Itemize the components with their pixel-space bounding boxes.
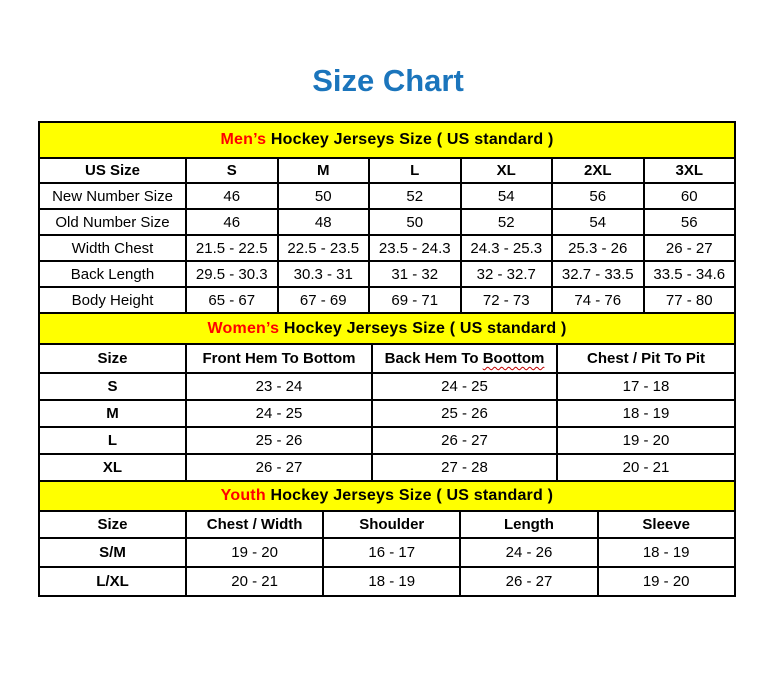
- size-cell: 52: [369, 183, 461, 209]
- size-cell: 32 - 32.7: [461, 261, 553, 287]
- womens-banner-text: Hockey Jerseys Size ( US standard ): [279, 319, 567, 337]
- mens-table-row: [39, 209, 735, 235]
- youth-column-header: Size: [39, 511, 186, 538]
- row-label: L: [39, 427, 186, 454]
- womens-column-header: Front Hem To Bottom: [186, 344, 372, 373]
- size-cell: 24.3 - 25.3: [461, 235, 553, 261]
- size-cell: 17 - 18: [557, 373, 735, 400]
- mens-table-row: [39, 235, 735, 261]
- size-cell: 26 - 27: [372, 427, 557, 454]
- size-cell: 25 - 26: [186, 427, 372, 454]
- page-title: Size Chart: [312, 63, 464, 98]
- size-cell: 31 - 32: [369, 261, 461, 287]
- womens-table-row: [39, 454, 735, 481]
- womens-header-row: [39, 344, 735, 373]
- size-cell: 60: [644, 183, 736, 209]
- womens-column-header: Chest / Pit To Pit: [557, 344, 735, 373]
- size-cell: 33.5 - 34.6: [644, 261, 736, 287]
- youth-column-header: Shoulder: [323, 511, 460, 538]
- misspelled-word: Boottom: [482, 350, 545, 368]
- size-tables-container: [38, 121, 734, 597]
- womens-table-row: [39, 373, 735, 400]
- size-cell: 19 - 20: [598, 567, 735, 596]
- size-cell: 56: [552, 183, 644, 209]
- size-cell: 50: [369, 209, 461, 235]
- youth-header-row: [39, 511, 735, 538]
- size-cell: 24 - 25: [372, 373, 557, 400]
- size-cell: 24 - 26: [460, 538, 597, 567]
- size-cell: 25.3 - 26: [552, 235, 644, 261]
- youth-column-header: Chest / Width: [186, 511, 323, 538]
- size-cell: 18 - 19: [598, 538, 735, 567]
- header-text: Back Hem To: [384, 350, 483, 368]
- size-cell: 26 - 27: [644, 235, 736, 261]
- womens-column-header: Size: [39, 344, 186, 373]
- size-cell: 16 - 17: [323, 538, 460, 567]
- youth-column-header: Sleeve: [598, 511, 735, 538]
- size-cell: 29.5 - 30.3: [186, 261, 278, 287]
- size-cell: 54: [552, 209, 644, 235]
- size-cell: 48: [278, 209, 370, 235]
- mens-size-table: [38, 121, 736, 314]
- row-label: L/XL: [39, 567, 186, 596]
- youth-column-header: Length: [460, 511, 597, 538]
- size-cell: 27 - 28: [372, 454, 557, 481]
- row-label: Old Number Size: [39, 209, 186, 235]
- size-cell: 46: [186, 209, 278, 235]
- row-label: S/M: [39, 538, 186, 567]
- mens-column-header: 3XL: [644, 158, 736, 183]
- youth-banner-row: [39, 481, 735, 511]
- mens-banner-text: Hockey Jerseys Size ( US standard ): [266, 131, 554, 149]
- size-cell: 21.5 - 22.5: [186, 235, 278, 261]
- size-cell: 19 - 20: [557, 427, 735, 454]
- row-label: New Number Size: [39, 183, 186, 209]
- size-cell: 30.3 - 31: [278, 261, 370, 287]
- mens-table-row: [39, 287, 735, 313]
- womens-table-row: [39, 427, 735, 454]
- womens-banner-row: [39, 313, 735, 344]
- row-label: M: [39, 400, 186, 427]
- size-cell: 25 - 26: [372, 400, 557, 427]
- row-label: Width Chest: [39, 235, 186, 261]
- mens-banner-highlight: Men’s: [220, 131, 267, 149]
- womens-size-table: [38, 312, 736, 482]
- mens-table-row: [39, 261, 735, 287]
- row-label: Body Height: [39, 287, 186, 313]
- size-cell: 77 - 80: [644, 287, 736, 313]
- mens-column-header: S: [186, 158, 278, 183]
- size-cell: 23 - 24: [186, 373, 372, 400]
- youth-banner-text: Hockey Jerseys Size ( US standard ): [265, 487, 554, 505]
- size-cell: 52: [461, 209, 553, 235]
- youth-banner: [39, 481, 735, 511]
- mens-column-header: 2XL: [552, 158, 644, 183]
- size-cell: 18 - 19: [323, 567, 460, 596]
- size-cell: 46: [186, 183, 278, 209]
- size-cell: 18 - 19: [557, 400, 735, 427]
- size-cell: 32.7 - 33.5: [552, 261, 644, 287]
- size-cell: 26 - 27: [460, 567, 597, 596]
- womens-table-row: [39, 400, 735, 427]
- size-cell: 19 - 20: [186, 538, 323, 567]
- youth-table-row: [39, 538, 735, 567]
- womens-banner: [39, 313, 735, 344]
- youth-size-table: [38, 480, 736, 597]
- womens-column-header: [372, 344, 557, 373]
- mens-header-row: [39, 158, 735, 183]
- mens-column-header: XL: [461, 158, 553, 183]
- size-cell: 20 - 21: [557, 454, 735, 481]
- mens-banner-row: [39, 122, 735, 158]
- mens-column-header: L: [369, 158, 461, 183]
- mens-column-header: US Size: [39, 158, 186, 183]
- size-cell: 23.5 - 24.3: [369, 235, 461, 261]
- youth-table-row: [39, 567, 735, 596]
- womens-banner-highlight: Women’s: [207, 319, 280, 337]
- size-cell: 50: [278, 183, 370, 209]
- mens-column-header: M: [278, 158, 370, 183]
- size-cell: 20 - 21: [186, 567, 323, 596]
- youth-banner-highlight: Youth: [220, 487, 266, 505]
- size-cell: 26 - 27: [186, 454, 372, 481]
- row-label: XL: [39, 454, 186, 481]
- size-cell: 74 - 76: [552, 287, 644, 313]
- row-label: Back Length: [39, 261, 186, 287]
- size-cell: 65 - 67: [186, 287, 278, 313]
- mens-banner: [39, 122, 735, 158]
- mens-table-row: [39, 183, 735, 209]
- size-cell: 67 - 69: [278, 287, 370, 313]
- size-cell: 54: [461, 183, 553, 209]
- size-cell: 69 - 71: [369, 287, 461, 313]
- size-cell: 72 - 73: [461, 287, 553, 313]
- row-label: S: [39, 373, 186, 400]
- size-cell: 22.5 - 23.5: [278, 235, 370, 261]
- size-cell: 24 - 25: [186, 400, 372, 427]
- size-cell: 56: [644, 209, 736, 235]
